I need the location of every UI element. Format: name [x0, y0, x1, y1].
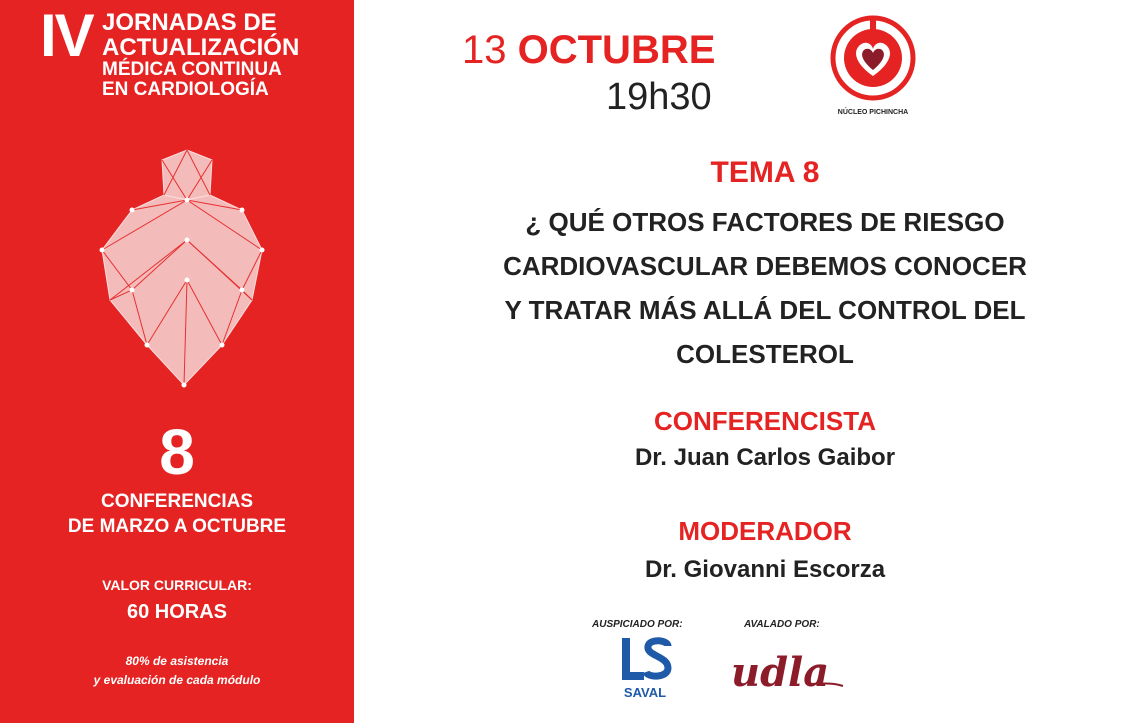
speaker-name: Dr. Juan Carlos Gaibor	[634, 444, 896, 471]
event-date-month: OCTUBRE	[517, 28, 716, 72]
event-title-line: EN CARDIOLOGÍA	[102, 79, 269, 101]
event-title-line: ACTUALIZACIÓN	[102, 34, 300, 62]
speaker-role-label: CONFERENCISTA	[654, 406, 876, 436]
curricular-hours: 60 HORAS	[126, 601, 228, 623]
polygon-heart-illustration	[92, 140, 272, 390]
saval-logo-text: SAVAL	[623, 685, 667, 700]
curricular-value-label: VALOR CURRICULAR:	[102, 577, 252, 593]
event-date	[462, 30, 715, 70]
topic-question-line: Y TRATAR MÁS ALLÁ DEL CONTROL DEL	[504, 295, 1026, 325]
event-title-line: JORNADAS DE	[102, 9, 277, 36]
conference-period	[0, 490, 354, 539]
endorsed-by-label: AVALADO POR:	[744, 619, 820, 630]
conference-period-line: DE MARZO A OCTUBRE	[67, 515, 287, 537]
udla-logo-text: udla	[731, 649, 830, 696]
topic-question	[410, 200, 1120, 376]
event-date-day: 13	[462, 28, 507, 72]
society-emblem-logo	[826, 14, 920, 124]
event-time: 19h30	[606, 76, 712, 118]
event-title-line: MÉDICA CONTINUA	[102, 59, 282, 81]
moderator-name: Dr. Giovanni Escorza	[644, 556, 886, 583]
edition-number: IV	[40, 2, 93, 69]
topic-label: TEMA 8	[710, 156, 820, 189]
emblem-caption: NÚCLEO PICHINCHA	[837, 109, 909, 116]
udla-logo	[727, 640, 847, 700]
attendance-note-line: y evaluación de cada módulo	[93, 672, 261, 687]
topic-question-line: COLESTEROL	[676, 339, 854, 369]
conference-count: 8	[159, 416, 195, 488]
event-sidebar	[0, 0, 354, 723]
topic-question-line: ¿ QUÉ OTROS FACTORES DE RIESGO	[525, 207, 1005, 237]
sponsored-by-label: AUSPICIADO POR:	[592, 619, 683, 630]
event-title	[102, 10, 299, 100]
topic-question-line: CARDIOVASCULAR DEBEMOS CONOCER	[503, 251, 1027, 281]
attendance-note-line: 80% de asistencia	[125, 654, 229, 668]
attendance-note	[0, 652, 354, 689]
moderator-role-label: MODERADOR	[678, 516, 852, 546]
conference-period-line: CONFERENCIAS	[100, 491, 253, 512]
saval-logo	[614, 636, 676, 700]
